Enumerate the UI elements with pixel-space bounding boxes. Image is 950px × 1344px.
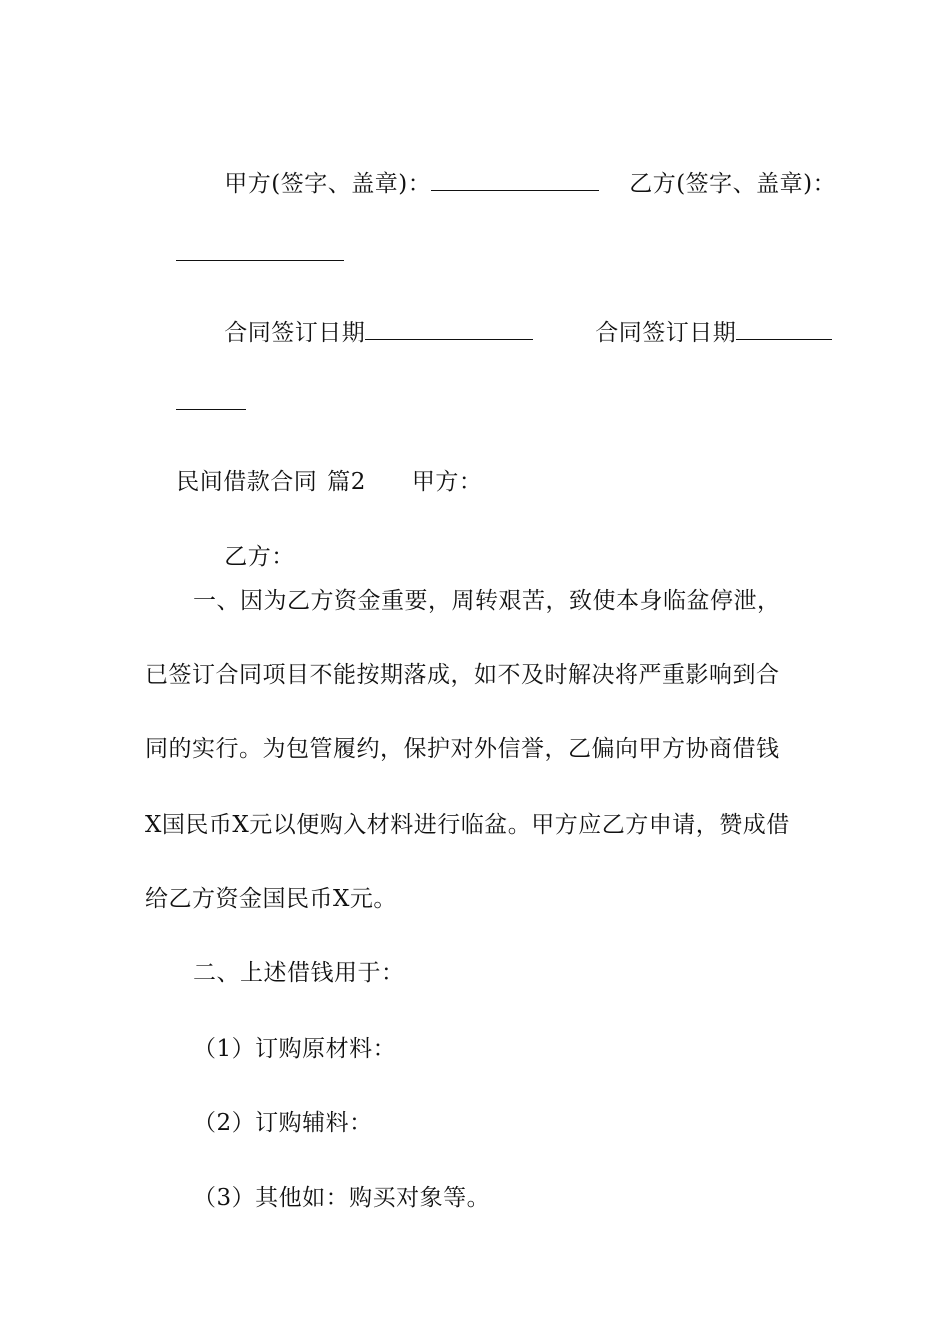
signing-date-label-a: 合同签订日期 — [224, 320, 366, 346]
signing-date-blank-continuation — [145, 357, 246, 448]
party-b-signature-blank — [176, 238, 344, 261]
clause2-item-1: （1）订购原材料： — [193, 1036, 397, 1062]
signing-date-label-b: 合同签订日期 — [595, 320, 737, 346]
clause2-item-3: （3）其他如：购买对象等。 — [193, 1185, 491, 1211]
party-b-signature-label: 乙方(签字、盖章)： — [629, 171, 837, 197]
clause1-line-4: X国民币X元以便购入材料进行临盆。甲方应乙方申请，赞成借 — [145, 812, 790, 838]
contract-title: 民间借款合同 — [176, 469, 318, 495]
signing-date-blank-b-cont — [176, 387, 246, 410]
signing-date-line — [193, 287, 832, 378]
signing-date-blank-a — [365, 317, 533, 340]
clause2-item-2: （2）订购辅料： — [193, 1110, 373, 1136]
party-b-signature-blank-line — [145, 208, 344, 299]
clause1-line-2: 已签订合同项目不能按期落成，如不及时解决将严重影响到合 — [145, 662, 780, 688]
clause1-line-3: 同的实行。为包管履约，保护对外信誉，乙偏向甲方协商借钱 — [145, 736, 780, 762]
contract-part: 篇2 — [327, 469, 366, 495]
party-a-signature-blank — [431, 168, 599, 191]
clause1-line-1: 一、因为乙方资金重要，周转艰苦，致使本身临盆停泄， — [193, 588, 781, 614]
clause1-line-5: 给乙方资金国民币X元。 — [145, 886, 397, 912]
party-a-heading: 甲方： — [411, 469, 483, 495]
party-a-signature-label: 甲方(签字、盖章)： — [224, 171, 432, 197]
signing-date-blank-b — [736, 317, 832, 340]
party-b-heading: 乙方： — [224, 544, 295, 570]
clause2-heading: 二、上述借钱用于： — [193, 960, 405, 986]
